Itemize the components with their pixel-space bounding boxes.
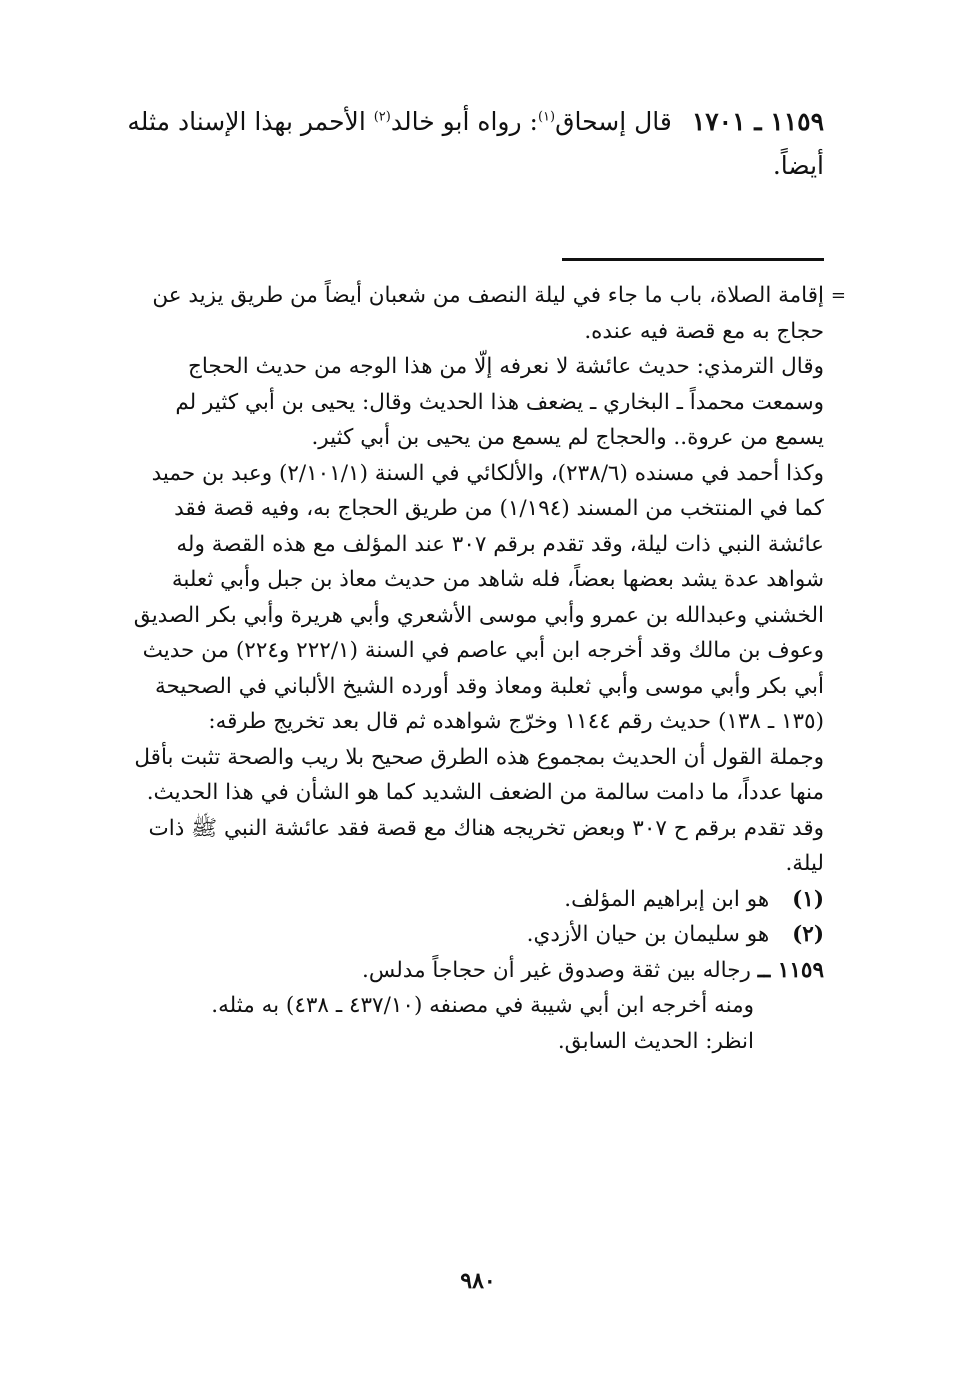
footnote-paragraph xyxy=(120,278,846,349)
hadith-note-line: انظر: الحديث السابق. xyxy=(557,1028,754,1054)
footnote-text: هو ابن إبراهيم المؤلف. xyxy=(564,886,770,912)
footnote-text: هو سليمان بن حيان الأزدي. xyxy=(526,922,770,947)
footnote-2 xyxy=(120,917,824,953)
footnote-paragraph: وقال الترمذي: حديث عائشة لا نعرفه إلّا من هذا الوجه من حديث الحجاج وسمعت محمداً ـ البخاري ـ يضعف هذا الحديث وقال: يحيى بن أبي كثير لم يسمع من عروة.. والحجاج لم يسمع من يحيى بن أبي كثير. xyxy=(175,354,824,450)
hadith-number: ١١٥٩ ـ ١٧٠١ xyxy=(691,107,824,136)
footnote-number: (١) xyxy=(792,886,824,912)
hadith-note-line: ومنه أخرجه ابن أبي شيبة في مصنفه (٤٣٧/١٠ ـ ٤٣٨) به مثله. xyxy=(211,993,754,1018)
hadith-text-part-1: قال إسحاق xyxy=(555,107,672,136)
footnotes xyxy=(120,278,846,1059)
footnote-paragraph: وكذا أحمد في مسنده (٢٣٨/٦)، والألكائي في السنة (٢/١٠١/١) وعبد بن حميد كما في المنتخب من المسند (١/١٩٤) من طريق الحجاج به، وفيه قصة فقد عائشة النبي ذات ليلة، وقد تقدم برقم ٣٠٧ عند المؤلف مع هذه القصة وله شواهد عدة يشد بعضها بعضاً، فله شاهد من حديث معاذ بن جبل وأبي ثعلبة الخشني وعبدالله بن عمرو وأبي موسى الأشعري وأبي هريرة وأبي بكر الصديق وعوف بن مالك وقد أخرجه ابن أبي عاصم في السنة (٢٢٢/١ و٢٢٤) من حديث أبي بكر وأبي موسى وأبي ثعلبة ومعاذ وقد أورده الشيخ الألباني في الصحيحة (١٣٥ ـ ١٣٨) حديث رقم ١١٤٤ وخرّج شواهده ثم قال بعد تخريج طرقه: xyxy=(133,460,824,734)
footnote-paragraph: وجملة القول أن الحديث بمجموع هذه الطرق صحيح بلا ريب والصحة تثبت بأقل منها عدداً، ما دامت سالمة من الضعف الشديد كما هو الشأن في هذا الحديث. xyxy=(134,744,824,805)
hadith-note xyxy=(120,953,824,989)
hadith-note-line: رجاله بين ثقة وصدوق غير أن حجاجاً مدلس. xyxy=(362,957,758,983)
hadith-paragraph xyxy=(110,100,824,188)
hadith-text xyxy=(110,100,824,188)
hadith-note-label: ١١٥٩ ــ xyxy=(757,957,824,983)
footnote-separator xyxy=(562,258,824,261)
footnote-paragraph: وقد تقدم برقم ح ٣٠٧ وبعض تخريجه هناك مع قصة فقد عائشة النبي ﷺ ذات ليلة. xyxy=(148,815,824,876)
footnote-ref-1: (١) xyxy=(537,109,556,125)
page-number: ٩٨٠ xyxy=(460,1268,496,1294)
footnote-number: (٢) xyxy=(792,922,824,947)
footnote-1 xyxy=(120,882,824,918)
hadith-text-part-3: الأحمر بهذا الإسناد مثله أيضاً. xyxy=(127,107,824,180)
continuation-marker: = xyxy=(830,285,846,306)
hadith-text-part-2: : رواه أبو خالد xyxy=(390,107,538,136)
footnote-paragraph-text: إقامة الصلاة، باب ما جاء في ليلة النصف من شعبان أيضاً من طريق يزيد عن حجاج به مع قصة فيه عنده. xyxy=(152,283,824,344)
footnote-ref-2: (٢) xyxy=(373,109,391,125)
